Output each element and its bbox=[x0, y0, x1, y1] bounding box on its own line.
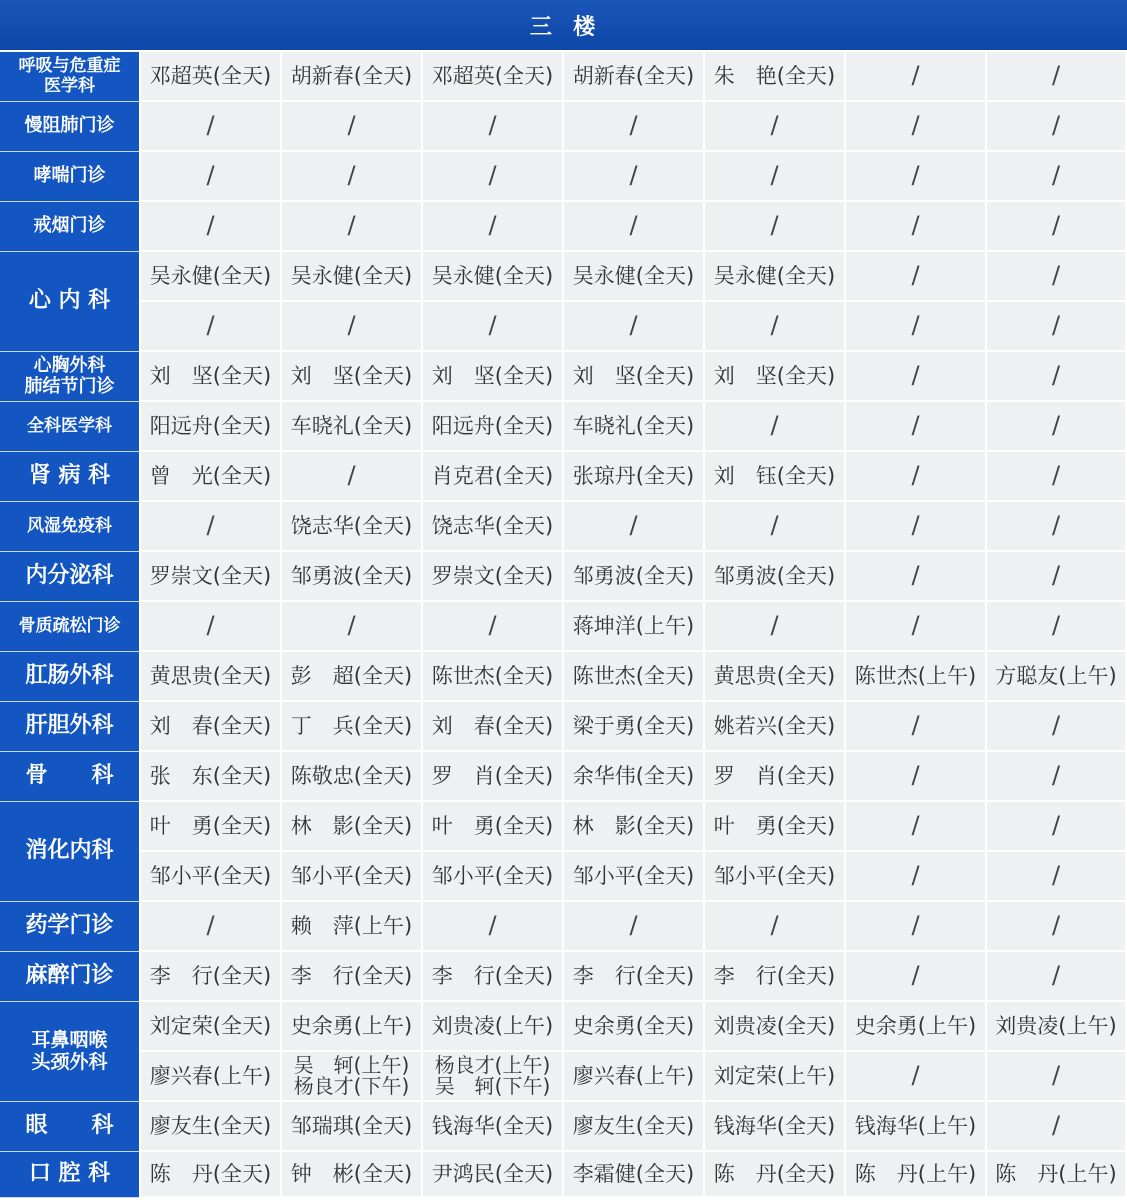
no-clinic-cell: / bbox=[846, 702, 985, 750]
no-clinic-cell: / bbox=[846, 252, 985, 300]
doctor-schedule-cell: 刘 坚(全天) bbox=[423, 352, 562, 400]
doctor-schedule-cell: 钱海华(全天) bbox=[423, 1102, 562, 1150]
no-clinic-cell: / bbox=[705, 902, 844, 950]
doctor-schedule-cell: 朱 艳(全天) bbox=[705, 52, 844, 100]
doctor-schedule-cell: 梁于勇(全天) bbox=[564, 702, 703, 750]
doctor-schedule-cell: 杨良才(上午) 吴 轲(下午) bbox=[423, 1052, 562, 1100]
no-clinic-cell: / bbox=[846, 602, 985, 650]
department-label: 眼 科 bbox=[0, 1102, 139, 1152]
no-clinic-cell: / bbox=[564, 202, 703, 250]
doctor-schedule-cell: 余华伟(全天) bbox=[564, 752, 703, 800]
doctor-schedule-cell: 钟 彬(全天) bbox=[282, 1152, 421, 1196]
doctor-schedule-cell: 吴永健(全天) bbox=[564, 252, 703, 300]
doctor-schedule-cell: 陈 丹(上午) bbox=[987, 1152, 1125, 1196]
doctor-schedule-cell: 刘 坚(全天) bbox=[564, 352, 703, 400]
no-clinic-cell: / bbox=[846, 952, 985, 1000]
doctor-schedule-cell: 罗 肖(全天) bbox=[423, 752, 562, 800]
doctor-schedule-cell: 刘贵凌(上午) bbox=[423, 1002, 562, 1050]
doctor-schedule-cell: 李 行(全天) bbox=[705, 952, 844, 1000]
doctor-schedule-cell: 刘 春(全天) bbox=[141, 702, 280, 750]
no-clinic-cell: / bbox=[282, 302, 421, 350]
no-clinic-cell: / bbox=[564, 102, 703, 150]
doctor-schedule-cell: 叶 勇(全天) bbox=[141, 802, 280, 850]
doctor-schedule-cell: 陈世杰(上午) bbox=[846, 652, 985, 700]
department-label: 哮喘门诊 bbox=[0, 152, 139, 202]
no-clinic-cell: / bbox=[423, 602, 562, 650]
no-clinic-cell: / bbox=[987, 202, 1125, 250]
department-label: 消化内科 bbox=[0, 802, 139, 902]
doctor-schedule-cell: 邹勇波(全天) bbox=[282, 552, 421, 600]
no-clinic-cell: / bbox=[987, 1102, 1125, 1150]
department-label: 肝胆外科 bbox=[0, 702, 139, 752]
no-clinic-cell: / bbox=[423, 202, 562, 250]
doctor-schedule-cell: 陈 丹(全天) bbox=[705, 1152, 844, 1196]
doctor-schedule-cell: 邹勇波(全天) bbox=[705, 552, 844, 600]
doctor-schedule-cell: 尹鸿民(全天) bbox=[423, 1152, 562, 1196]
doctor-schedule-cell: 胡新春(全天) bbox=[282, 52, 421, 100]
no-clinic-cell: / bbox=[846, 502, 985, 550]
doctor-schedule-cell: 饶志华(全天) bbox=[423, 502, 562, 550]
no-clinic-cell: / bbox=[846, 752, 985, 800]
no-clinic-cell: / bbox=[846, 852, 985, 900]
doctor-schedule-cell: 张琼丹(全天) bbox=[564, 452, 703, 500]
doctor-schedule-cell: 钱海华(全天) bbox=[705, 1102, 844, 1150]
doctor-schedule-cell: 林 影(全天) bbox=[282, 802, 421, 850]
no-clinic-cell: / bbox=[705, 302, 844, 350]
department-label: 心 内 科 bbox=[0, 252, 139, 352]
doctor-schedule-cell: 肖克君(全天) bbox=[423, 452, 562, 500]
no-clinic-cell: / bbox=[987, 302, 1125, 350]
doctor-schedule-cell: 刘 春(全天) bbox=[423, 702, 562, 750]
doctor-schedule-cell: 刘 钰(全天) bbox=[705, 452, 844, 500]
department-label: 麻醉门诊 bbox=[0, 952, 139, 1002]
doctor-schedule-cell: 邓超英(全天) bbox=[423, 52, 562, 100]
department-label: 心胸外科 肺结节门诊 bbox=[0, 352, 139, 402]
no-clinic-cell: / bbox=[846, 552, 985, 600]
no-clinic-cell: / bbox=[846, 202, 985, 250]
no-clinic-cell: / bbox=[846, 402, 985, 450]
no-clinic-cell: / bbox=[282, 602, 421, 650]
department-label: 风湿免疫科 bbox=[0, 502, 139, 552]
doctor-schedule-cell: 邹瑞琪(全天) bbox=[282, 1102, 421, 1150]
no-clinic-cell: / bbox=[141, 102, 280, 150]
doctor-schedule-cell: 廖兴春(上午) bbox=[141, 1052, 280, 1100]
no-clinic-cell: / bbox=[141, 502, 280, 550]
doctor-schedule-cell: 吴永健(全天) bbox=[282, 252, 421, 300]
no-clinic-cell: / bbox=[423, 902, 562, 950]
doctor-schedule-cell: 李 行(全天) bbox=[564, 952, 703, 1000]
no-clinic-cell: / bbox=[564, 302, 703, 350]
no-clinic-cell: / bbox=[141, 602, 280, 650]
floor-title: 三 楼 bbox=[0, 0, 1127, 50]
no-clinic-cell: / bbox=[282, 452, 421, 500]
doctor-schedule-cell: 刘定荣(全天) bbox=[141, 1002, 280, 1050]
no-clinic-cell: / bbox=[987, 602, 1125, 650]
doctor-schedule-cell: 李 行(全天) bbox=[282, 952, 421, 1000]
doctor-schedule-cell: 刘贵凌(全天) bbox=[705, 1002, 844, 1050]
no-clinic-cell: / bbox=[846, 352, 985, 400]
doctor-schedule-cell: 方聪友(上午) bbox=[987, 652, 1125, 700]
department-label: 肾 病 科 bbox=[0, 452, 139, 502]
no-clinic-cell: / bbox=[987, 252, 1125, 300]
doctor-schedule-cell: 张 东(全天) bbox=[141, 752, 280, 800]
doctor-schedule-cell: 罗 肖(全天) bbox=[705, 752, 844, 800]
no-clinic-cell: / bbox=[705, 202, 844, 250]
no-clinic-cell: / bbox=[987, 152, 1125, 200]
no-clinic-cell: / bbox=[423, 102, 562, 150]
no-clinic-cell: / bbox=[987, 102, 1125, 150]
no-clinic-cell: / bbox=[987, 752, 1125, 800]
doctor-schedule-cell: 邹小平(全天) bbox=[705, 852, 844, 900]
doctor-schedule-cell: 车晓礼(全天) bbox=[282, 402, 421, 450]
doctor-schedule-cell: 陈世杰(全天) bbox=[564, 652, 703, 700]
department-label: 骨 科 bbox=[0, 752, 139, 802]
no-clinic-cell: / bbox=[987, 1052, 1125, 1100]
doctor-schedule-cell: 邹小平(全天) bbox=[423, 852, 562, 900]
department-label: 口 腔 科 bbox=[0, 1152, 139, 1198]
no-clinic-cell: / bbox=[141, 152, 280, 200]
no-clinic-cell: / bbox=[987, 702, 1125, 750]
no-clinic-cell: / bbox=[705, 102, 844, 150]
doctor-schedule-cell: 刘贵凌(上午) bbox=[987, 1002, 1125, 1050]
doctor-schedule-cell: 陈 丹(上午) bbox=[846, 1152, 985, 1196]
doctor-schedule-cell: 李 行(全天) bbox=[423, 952, 562, 1000]
doctor-schedule-cell: 史余勇(全天) bbox=[564, 1002, 703, 1050]
doctor-schedule-cell: 廖友生(全天) bbox=[564, 1102, 703, 1150]
no-clinic-cell: / bbox=[282, 202, 421, 250]
doctor-schedule-cell: 黄思贵(全天) bbox=[141, 652, 280, 700]
no-clinic-cell: / bbox=[846, 152, 985, 200]
doctor-schedule-cell: 阳远舟(全天) bbox=[423, 402, 562, 450]
doctor-schedule-cell: 叶 勇(全天) bbox=[705, 802, 844, 850]
doctor-schedule-cell: 史余勇(上午) bbox=[282, 1002, 421, 1050]
no-clinic-cell: / bbox=[564, 502, 703, 550]
doctor-schedule-cell: 廖兴春(上午) bbox=[564, 1052, 703, 1100]
doctor-schedule-cell: 彭 超(全天) bbox=[282, 652, 421, 700]
no-clinic-cell: / bbox=[564, 902, 703, 950]
doctor-schedule-cell: 丁 兵(全天) bbox=[282, 702, 421, 750]
doctor-schedule-cell: 刘 坚(全天) bbox=[282, 352, 421, 400]
no-clinic-cell: / bbox=[423, 152, 562, 200]
department-label: 耳鼻咽喉 头颈外科 bbox=[0, 1002, 139, 1102]
no-clinic-cell: / bbox=[987, 452, 1125, 500]
no-clinic-cell: / bbox=[846, 452, 985, 500]
doctor-schedule-cell: 陈敬忠(全天) bbox=[282, 752, 421, 800]
doctor-schedule-cell: 胡新春(全天) bbox=[564, 52, 703, 100]
no-clinic-cell: / bbox=[987, 402, 1125, 450]
doctor-schedule-cell: 曾 光(全天) bbox=[141, 452, 280, 500]
no-clinic-cell: / bbox=[987, 952, 1125, 1000]
no-clinic-cell: / bbox=[141, 302, 280, 350]
doctor-schedule-cell: 赖 萍(上午) bbox=[282, 902, 421, 950]
doctor-schedule-cell: 刘 坚(全天) bbox=[141, 352, 280, 400]
doctor-schedule-cell: 刘 坚(全天) bbox=[705, 352, 844, 400]
doctor-schedule-cell: 吴永健(全天) bbox=[423, 252, 562, 300]
no-clinic-cell: / bbox=[987, 902, 1125, 950]
no-clinic-cell: / bbox=[987, 502, 1125, 550]
doctor-schedule-cell: 蒋坤洋(上午) bbox=[564, 602, 703, 650]
doctor-schedule-cell: 史余勇(上午) bbox=[846, 1002, 985, 1050]
no-clinic-cell: / bbox=[846, 902, 985, 950]
no-clinic-cell: / bbox=[564, 152, 703, 200]
no-clinic-cell: / bbox=[705, 152, 844, 200]
doctor-schedule-cell: 廖友生(全天) bbox=[141, 1102, 280, 1150]
doctor-schedule-cell: 李霜健(全天) bbox=[564, 1152, 703, 1196]
no-clinic-cell: / bbox=[987, 802, 1125, 850]
no-clinic-cell: / bbox=[987, 52, 1125, 100]
department-label: 全科医学科 bbox=[0, 402, 139, 452]
department-label: 骨质疏松门诊 bbox=[0, 602, 139, 652]
doctor-schedule-cell: 邓超英(全天) bbox=[141, 52, 280, 100]
department-label: 药学门诊 bbox=[0, 902, 139, 952]
doctor-schedule-cell: 罗崇文(全天) bbox=[141, 552, 280, 600]
doctor-schedule-cell: 陈 丹(全天) bbox=[141, 1152, 280, 1196]
no-clinic-cell: / bbox=[141, 902, 280, 950]
doctor-schedule-cell: 邹小平(全天) bbox=[141, 852, 280, 900]
no-clinic-cell: / bbox=[846, 102, 985, 150]
no-clinic-cell: / bbox=[846, 302, 985, 350]
department-label: 戒烟门诊 bbox=[0, 202, 139, 252]
doctor-schedule-cell: 李 行(全天) bbox=[141, 952, 280, 1000]
no-clinic-cell: / bbox=[705, 602, 844, 650]
department-label: 慢阻肺门诊 bbox=[0, 102, 139, 152]
doctor-schedule-cell: 车晓礼(全天) bbox=[564, 402, 703, 450]
doctor-schedule-cell: 吴 轲(上午) 杨良才(下午) bbox=[282, 1052, 421, 1100]
no-clinic-cell: / bbox=[282, 152, 421, 200]
doctor-schedule-cell: 阳远舟(全天) bbox=[141, 402, 280, 450]
doctor-schedule-cell: 陈世杰(全天) bbox=[423, 652, 562, 700]
no-clinic-cell: / bbox=[705, 502, 844, 550]
department-label: 呼吸与危重症 医学科 bbox=[0, 52, 139, 102]
doctor-schedule-cell: 刘定荣(上午) bbox=[705, 1052, 844, 1100]
no-clinic-cell: / bbox=[846, 52, 985, 100]
doctor-schedule-cell: 姚若兴(全天) bbox=[705, 702, 844, 750]
no-clinic-cell: / bbox=[141, 202, 280, 250]
doctor-schedule-cell: 叶 勇(全天) bbox=[423, 802, 562, 850]
doctor-schedule-cell: 黄思贵(全天) bbox=[705, 652, 844, 700]
no-clinic-cell: / bbox=[282, 102, 421, 150]
doctor-schedule-cell: 吴永健(全天) bbox=[141, 252, 280, 300]
department-label: 肛肠外科 bbox=[0, 652, 139, 702]
doctor-schedule-cell: 林 影(全天) bbox=[564, 802, 703, 850]
no-clinic-cell: / bbox=[987, 852, 1125, 900]
doctor-schedule-cell: 饶志华(全天) bbox=[282, 502, 421, 550]
no-clinic-cell: / bbox=[846, 1052, 985, 1100]
doctor-schedule-cell: 吴永健(全天) bbox=[705, 252, 844, 300]
doctor-schedule-cell: 邹勇波(全天) bbox=[564, 552, 703, 600]
doctor-schedule-cell: 邹小平(全天) bbox=[564, 852, 703, 900]
department-label: 内分泌科 bbox=[0, 552, 139, 602]
no-clinic-cell: / bbox=[987, 552, 1125, 600]
no-clinic-cell: / bbox=[846, 802, 985, 850]
doctor-schedule-cell: 钱海华(上午) bbox=[846, 1102, 985, 1150]
no-clinic-cell: / bbox=[987, 352, 1125, 400]
doctor-schedule-cell: 邹小平(全天) bbox=[282, 852, 421, 900]
no-clinic-cell: / bbox=[423, 302, 562, 350]
no-clinic-cell: / bbox=[705, 402, 844, 450]
doctor-schedule-cell: 罗崇文(全天) bbox=[423, 552, 562, 600]
